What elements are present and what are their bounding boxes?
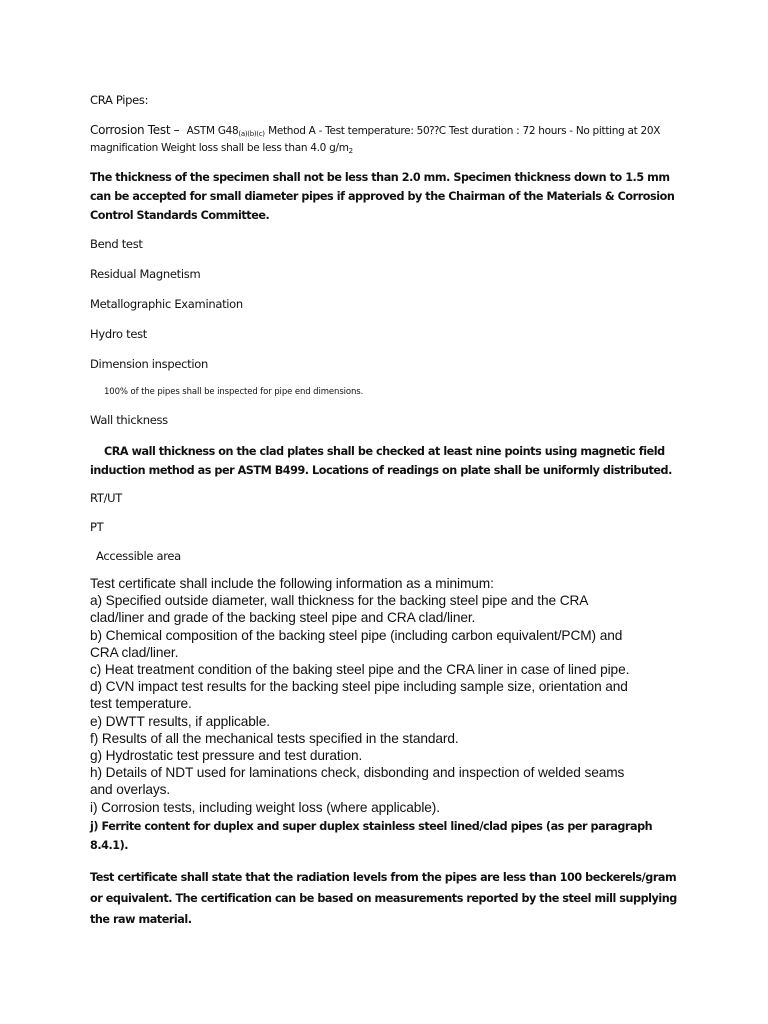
wall-line-1: CRA wall thickness on the clad plates shall be checked at least nine points using magnetic field [104,445,665,458]
certificate-line: CRA clad/liner. [90,644,179,660]
accessible-area-text: Accessible area [96,549,181,563]
dimension-note: 100% of the pipes shall be inspected for pipe end dimensions. [104,387,364,397]
specimen-line-2: can be accepted for small diameter pipes if approved by the Chairman of the Materials & Corrosion [90,190,675,203]
ferrite-line-2: 8.4.1). [90,839,129,852]
radiation-line-3: the raw material. [90,913,192,926]
ferrite-line-1: j) Ferrite content for duplex and super duplex stainless steel lined/clad pipes (as per paragraph [90,820,653,833]
wall-thickness-heading: Wall thickness [90,413,168,427]
specimen-line-3: Control Standards Committee. [90,209,270,222]
corrosion-test-line-1 [90,123,660,138]
radiation-line-1: Test certificate shall state that the radiation levels from the pipes are less than 100 beckerels/gram [90,871,677,884]
certificate-line: b) Chemical composition of the backing steel pipe (including carbon equivalent/PCM) and [90,627,623,643]
pt-heading: PT [90,520,104,534]
certificate-line: f) Results of all the mechanical tests specified in the standard. [90,730,459,746]
certificate-list [90,575,629,816]
specimen-paragraph [90,168,674,225]
certificate-line: a) Specified outside diameter, wall thickness for the backing steel pipe and the CRA [90,593,589,609]
radiation-line-2: or equivalent. The certification can be based on measurements reported by the steel mill supplying [90,892,677,905]
certificate-line: i) Corrosion tests, including weight loss (where applicable). [90,799,440,815]
astm-subscript: (a)(b)(c) [238,130,265,138]
wall-thickness-paragraph [90,442,672,480]
certificate-line: c) Heat treatment condition of the baking steel pipe and the CRA liner in case of lined pipe. [90,662,630,678]
corrosion-dash: – [173,123,180,137]
certificate-line: h) Details of NDT used for laminations check, disbonding and inspection of welded seams [90,765,625,781]
corrosion-test-details: Method A - Test temperature: 50⁇C Test duration : 72 hours - No pitting at 20X [268,125,661,137]
rt-ut-heading: RT/UT [90,491,122,505]
hydro-test-heading: Hydro test [90,327,148,341]
astm-standard: ASTM G48 [186,125,239,137]
residual-magnetism-heading: Residual Magnetism [90,267,201,281]
radiation-paragraph [90,867,677,930]
certificate-line: clad/liner and grade of the backing steel pipe and CRA clad/liner. [90,610,476,626]
corrosion-test-label: Corrosion Test [90,123,171,137]
dimension-inspection-heading: Dimension inspection [90,357,208,371]
certificate-intro: Test certificate shall include the following information as a minimum: [90,576,494,591]
certificate-line: and overlays. [90,782,171,798]
section-heading: CRA Pipes: [90,93,149,107]
certificate-line: e) DWTT results, if applicable. [90,713,270,729]
certificate-line: d) CVN impact test results for the backing steel pipe including sample size, orientation and [90,679,628,695]
certificate-line: test temperature. [90,696,192,712]
wall-line-2: induction method as per ASTM B499. Locations of readings on plate shall be uniformly distributed. [90,464,672,477]
metallographic-heading: Metallographic Examination [90,297,243,311]
specimen-line-1: The thickness of the specimen shall not be less than 2.0 mm. Specimen thickness down to 1.5 mm [90,171,670,184]
bend-test-heading: Bend test [90,237,143,251]
ferrite-paragraph [90,817,652,855]
certificate-line: g) Hydrostatic test pressure and test duration. [90,748,363,764]
unit-subscript: 2 [348,147,353,155]
corrosion-test-line-2 [90,142,353,155]
weight-loss-text: magnification Weight loss shall be less than 4.0 g/m [90,142,349,154]
